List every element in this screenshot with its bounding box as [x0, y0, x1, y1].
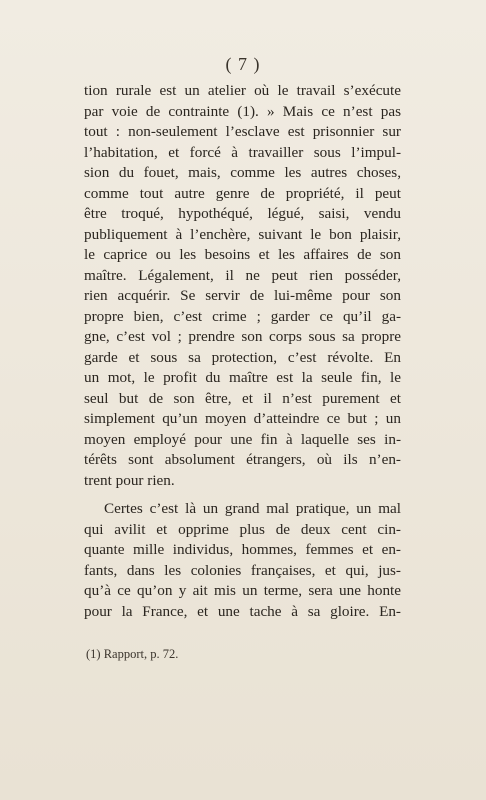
text-line: publiquement à l’enchère, suivant le bon plaisir,	[84, 225, 401, 243]
text-line: un mot, le profit du maître est la seule fin, le	[84, 369, 401, 386]
text-line: propre bien, c’est crime ; garder ce qu’il ga-	[84, 307, 401, 325]
text-line: comme tout autre genre de propriété, il peut	[84, 184, 401, 202]
text-line: quante mille individus, hommes, femmes et en-	[84, 541, 401, 558]
text-line: pour la France, et une tache à sa gloire. En-	[84, 602, 401, 620]
text-line: gne, c’est vol ; prendre son corps sous sa propre	[84, 328, 401, 345]
text-line: fants, dans les colonies françaises, et qui, jus-	[84, 561, 401, 579]
text-line: qu’à ce qu’on y ait mis un terme, sera une honte	[84, 582, 401, 599]
text-line: par voie de contrainte (1). » Mais ce n’est pas	[84, 102, 401, 120]
page-number: ( 7 )	[225, 54, 261, 74]
text-line: être troqué, hypothéqué, légué, saisi, vendu	[84, 205, 401, 222]
text-line: tout : non-seulement l’esclave est prisonnier sur	[84, 123, 401, 140]
body-text	[84, 81, 401, 622]
text-line: Certes c’est là un grand mal pratique, un mal	[104, 500, 401, 517]
text-line: seul but de son être, et il n’est purement et	[84, 389, 401, 407]
paragraph	[84, 499, 401, 622]
text-line: rien acquérir. Se servir de lui-même pour son	[84, 287, 401, 304]
text-line: qui avilit et opprime plus de deux cent cin-	[84, 520, 401, 538]
text-line: l’habitation, et forcé à travailler sous l’impul-	[84, 143, 401, 161]
text-line: tion rurale est un atelier où le travail s’exécute	[84, 82, 401, 99]
text-line: trent pour rien.	[84, 471, 175, 489]
paragraph	[84, 81, 401, 491]
text-line: térêts sont absolument étrangers, où ils n’en-	[84, 451, 401, 468]
text-line: garde et sous sa protection, c’est révolte. En	[84, 348, 401, 366]
text-line: moyen employé pour une fin à laquelle ses in-	[84, 430, 401, 448]
footnote: (1) Rapport, p. 72.	[86, 647, 179, 661]
text-line: maître. Légalement, il ne peut rien posséder,	[84, 266, 401, 284]
text-line: le caprice ou les besoins et les affaires de son	[84, 246, 401, 263]
paragraph-gap	[84, 491, 401, 499]
text-line: sion du fouet, mais, comme les autres choses,	[84, 164, 401, 181]
text-line: simplement qu’un moyen d’atteindre ce but ; un	[84, 410, 401, 427]
